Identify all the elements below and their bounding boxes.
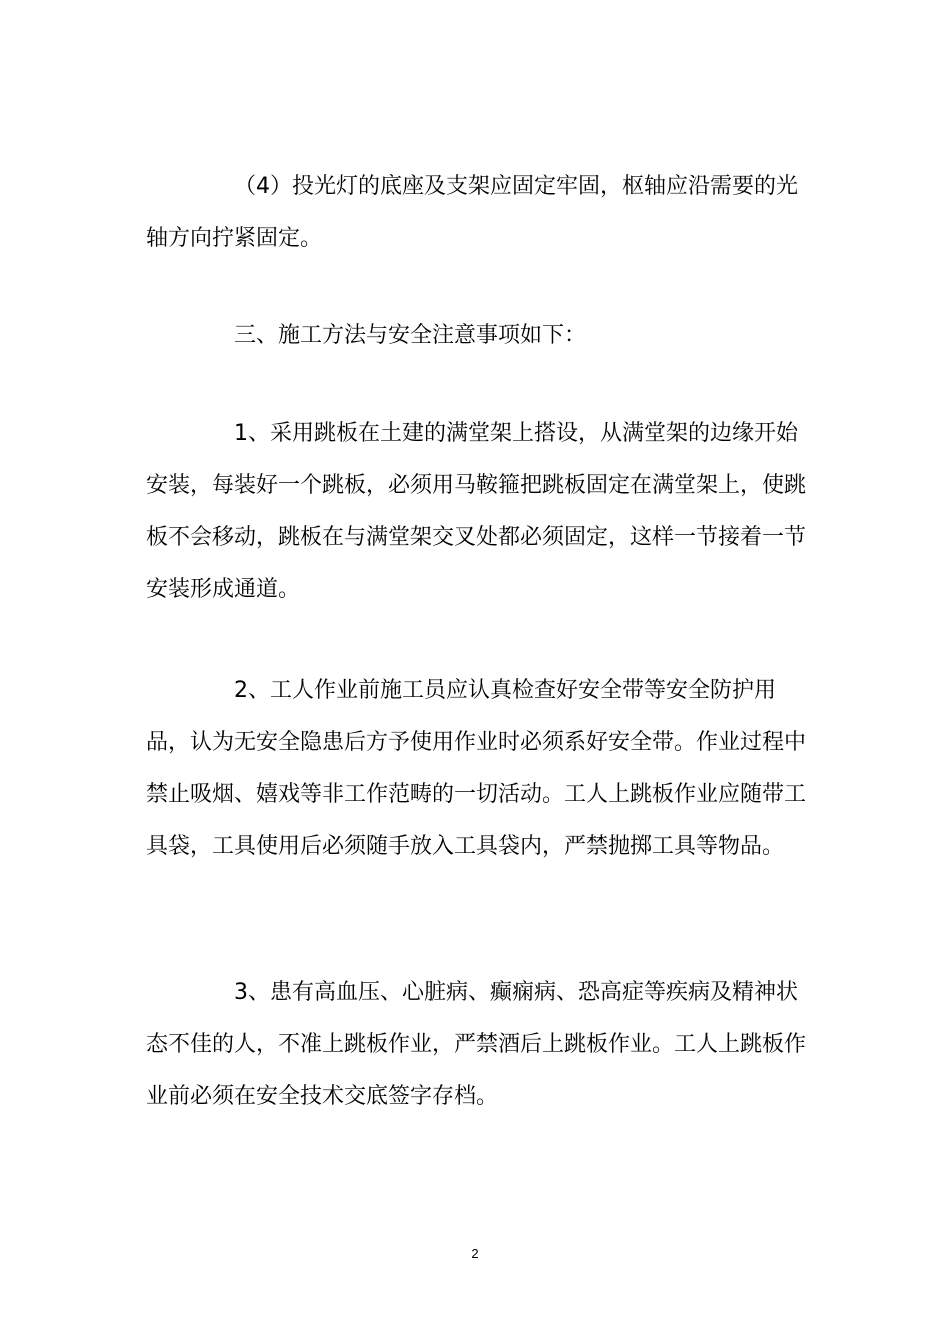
paragraph-item-3: 3、患有高血压、心脏病、癫痫病、恐高症等疾病及精神状态不佳的人，不准上跳板作业，严禁酒后上跳板作业。工人上跳板作业前必须在安全技术交底签字存档。 — [146, 980, 807, 1109]
page-number: 2 — [471, 1246, 479, 1261]
paragraph-floodlight-mounting: （4）投光灯的底座及支架应固定牢固，枢轴应沿需要的光轴方向拧紧固定。 — [146, 174, 798, 251]
paragraph-item-1: 1、采用跳板在土建的满堂架上搭设，从满堂架的边缘开始安装，每装好一个跳板，必须用马鞍箍把跳板固定在满堂架上，使跳板不会移动，跳板在与满堂架交叉处都必须固定，这样一节接着一节安装形成通道。 — [146, 421, 807, 602]
section-heading-construction-safety: 三、施工方法与安全注意事项如下： — [234, 323, 587, 348]
paragraph-item-2: 2、工人作业前施工员应认真检查好安全带等安全防护用品，认为无安全隐患后方予使用作业时必须系好安全带。作业过程中禁止吸烟、嬉戏等非工作范畴的一切活动。工人上跳板作业应随带工具袋，工具使用后必须随手放入工具袋内，严禁抛掷工具等物品。 — [146, 678, 807, 859]
